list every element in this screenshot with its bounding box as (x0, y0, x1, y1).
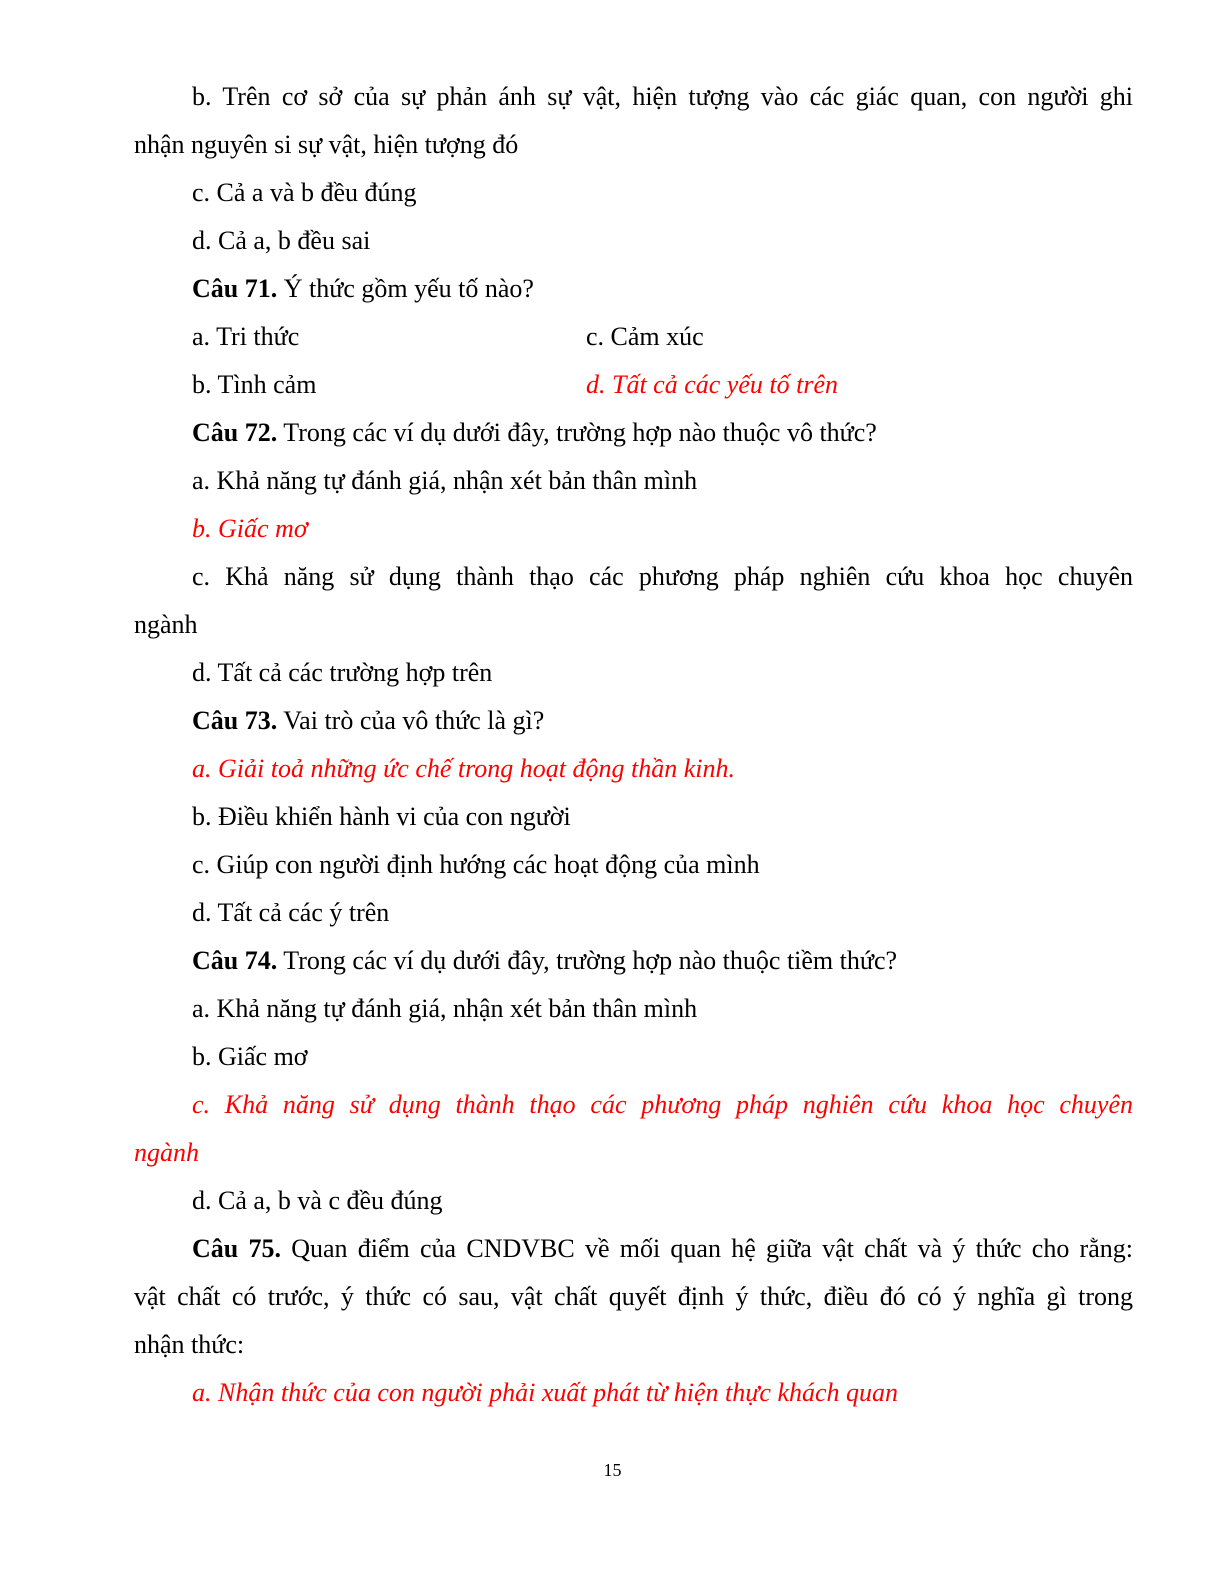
q72-option-a: a. Khả năng tự đánh giá, nhận xét bản thân mình (192, 466, 698, 495)
question-72 (192, 418, 877, 448)
q72-option-b-answer: b. Giấc mơ (192, 514, 308, 543)
q73-option-c: c. Giúp con người định hướng các hoạt động của mình (192, 850, 760, 879)
page-number: 15 (603, 1460, 622, 1480)
q74-option-d: d. Cả a, b và c đều đúng (192, 1186, 443, 1215)
q71-option-d-answer: d. Tất cả các yếu tố trên (586, 370, 838, 399)
q72-option-c-line2: ngành (134, 610, 198, 639)
question-75-line1 (192, 1234, 1133, 1264)
question-73-text: Vai trò của vô thức là gì? (277, 706, 545, 735)
q73-option-d: d. Tất cả các ý trên (192, 898, 390, 927)
question-72-text: Trong các ví dụ dưới đây, trường hợp nào thuộc vô thức? (277, 418, 877, 447)
question-75-text-line1: Quan điểm của CNDVBC về mối quan hệ giữa vật chất và ý thức cho rằng: (280, 1234, 1133, 1263)
q73-option-a-answer: a. Giải toả những ức chế trong hoạt động thần kinh. (192, 754, 736, 783)
q74-option-a: a. Khả năng tự đánh giá, nhận xét bản thân mình (192, 994, 698, 1023)
question-73 (192, 706, 544, 736)
q75-option-a-answer: a. Nhận thức của con người phải xuất phát từ hiện thực khách quan (192, 1378, 899, 1407)
question-75-number: Câu 75. (192, 1234, 281, 1263)
q71-option-a: a. Tri thức (192, 322, 300, 351)
question-71-text: Ý thức gồm yếu tố nào? (277, 274, 534, 303)
question-73-number: Câu 73. (192, 706, 278, 735)
question-74-number: Câu 74. (192, 946, 278, 975)
q72-option-c-line1: c. Khả năng sử dụng thành thạo các phương pháp nghiên cứu khoa học chuyên (192, 562, 1133, 591)
prev-option-c: c. Cả a và b đều đúng (192, 178, 417, 207)
prev-option-b-line1: b. Trên cơ sở của sự phản ánh sự vật, hiện tượng vào các giác quan, con người ghi (192, 82, 1133, 111)
q74-option-c-answer-line2: ngành (134, 1138, 199, 1167)
question-71-number: Câu 71. (192, 274, 278, 303)
q72-option-d: d. Tất cả các trường hợp trên (192, 658, 493, 687)
q74-option-b: b. Giấc mơ (192, 1042, 308, 1071)
q73-option-b: b. Điều khiển hành vi của con người (192, 802, 571, 831)
q71-option-b: b. Tình cảm (192, 370, 317, 399)
question-71 (192, 274, 534, 304)
prev-option-b-line2: nhận nguyên si sự vật, hiện tượng đó (134, 130, 519, 159)
q74-option-c-answer-line1: c. Khả năng sử dụng thành thạo các phương pháp nghiên cứu khoa học chuyên (192, 1090, 1133, 1119)
q71-option-c: c. Cảm xúc (586, 322, 704, 351)
question-75-line3: nhận thức: (134, 1330, 245, 1359)
prev-option-d: d. Cả a, b đều sai (192, 226, 371, 255)
question-74-text: Trong các ví dụ dưới đây, trường hợp nào thuộc tiềm thức? (277, 946, 898, 975)
question-75-line2: vật chất có trước, ý thức có sau, vật chất quyết định ý thức, điều đó có ý nghĩa gì trong (134, 1282, 1133, 1311)
question-72-number: Câu 72. (192, 418, 278, 447)
question-74 (192, 946, 897, 976)
